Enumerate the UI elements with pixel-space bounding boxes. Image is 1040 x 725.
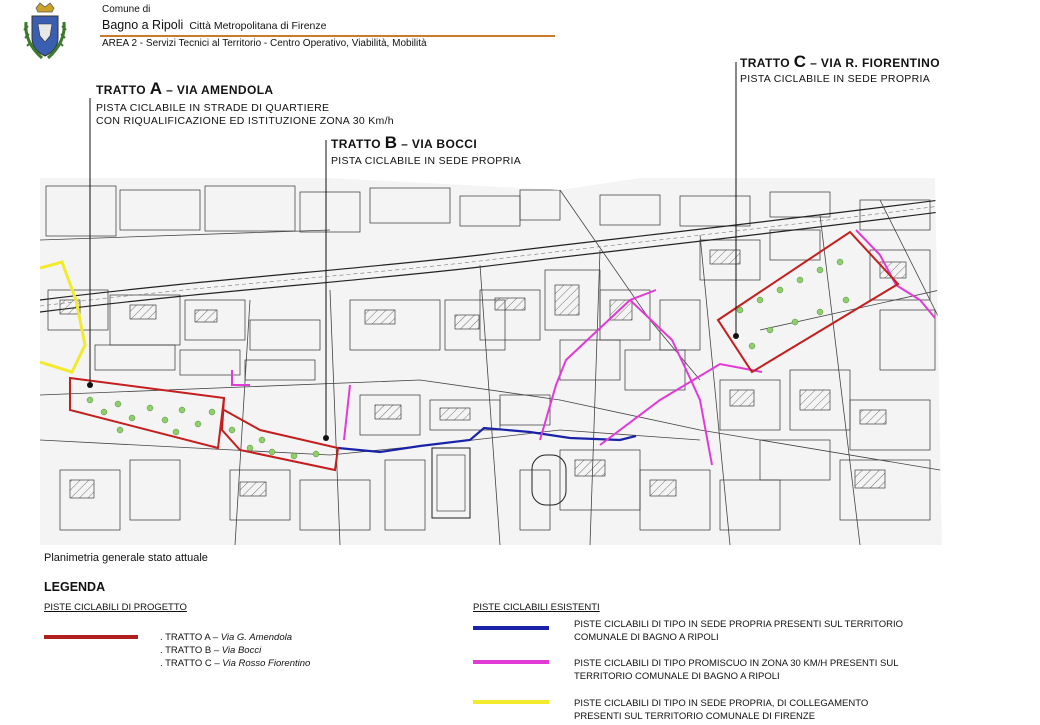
area-line: AREA 2 - Servizi Tecnici al Territorio - Centro Operativo, Viabilità, Mobilità — [102, 38, 427, 49]
map-caption: Planimetria generale stato attuale — [44, 552, 208, 564]
legend-item-tratto-a-label: . TRATTO A – — [160, 632, 221, 643]
legend-item-magenta-line-1: PISTE CICLABILI DI TIPO PROMISCUO IN ZONA 30 KM/H PRESENTI SUL — [574, 658, 899, 669]
tratto-b-desc-1: PISTA CICLABILE IN SEDE PROPRIA — [331, 155, 521, 167]
tratto-c-letter: C — [793, 52, 807, 71]
comune-subtitle: Città Metropolitana di Firenze — [189, 20, 327, 32]
legend-item-tratto-c-street: Via Rosso Fiorentino — [222, 658, 311, 669]
legend-swatch-blue — [473, 626, 549, 630]
legend-swatch-progetto — [44, 635, 138, 639]
tratto-a-desc-1: PISTA CICLABILE IN STRADE DI QUARTIERE — [96, 102, 330, 114]
tratto-b-prefix: TRATTO — [331, 137, 385, 151]
legend-item-tratto-b-label: . TRATTO B – — [160, 645, 222, 656]
legend-item-blue — [574, 618, 903, 644]
tratto-c-desc-1: PISTA CICLABILE IN SEDE PROPRIA — [740, 73, 930, 85]
legend-item-magenta-line-2: TERRITORIO COMUNALE DI BAGNO A RIPOLI — [574, 671, 780, 682]
tratto-b-street: – VIA BOCCI — [397, 137, 478, 151]
legend-swatch-magenta — [473, 660, 549, 664]
legend-item-tratto-a-street: Via G. Amendola — [220, 632, 293, 643]
comune-di-label: Comune di — [102, 4, 151, 15]
tratto-a-prefix: TRATTO — [96, 83, 150, 97]
legend-item-yellow-line-1: PISTE CICLABILI DI TIPO IN SEDE PROPRIA, DI COLLEGAMENTO — [574, 698, 869, 709]
tratto-a-desc-2: CON RIQUALIFICAZIONE ED ISTITUZIONE ZONA 30 Km/h — [96, 115, 394, 127]
legend-item-tratto-b — [160, 644, 261, 657]
legend-progetto-heading: PISTE CICLABILI DI PROGETTO — [44, 602, 187, 613]
tratto-a-street: – VIA AMENDOLA — [162, 83, 274, 97]
tratto-b-letter: B — [384, 133, 398, 152]
legend-item-blue-line-1: PISTE CICLABILI DI TIPO IN SEDE PROPRIA PRESENTI SUL TERRITORIO — [574, 619, 904, 630]
legend-item-tratto-c — [160, 657, 310, 670]
tratto-a-letter: A — [149, 79, 163, 98]
legend-esistenti-heading: PISTE CICLABILI ESISTENTI — [473, 602, 600, 613]
legend-title: LEGENDA — [44, 580, 106, 594]
map-base — [40, 178, 945, 548]
legend-swatch-yellow — [473, 700, 549, 704]
legend-item-tratto-c-label: . TRATTO C – — [160, 658, 223, 669]
legend-item-yellow-line-2: PRESENTI SUL TERRITORIO COMUNALE DI FIRENZE — [574, 711, 816, 722]
tratto-c-prefix: TRATTO — [740, 56, 794, 70]
legend-item-yellow — [574, 697, 868, 723]
legend-item-tratto-b-street: Via Bocci — [221, 645, 262, 656]
comune-name-text: Bagno a Ripoli — [102, 18, 184, 32]
tratto-c-street: – VIA R. FIORENTINO — [806, 56, 940, 70]
legend-item-tratto-a — [160, 631, 292, 644]
legend-item-magenta — [574, 657, 898, 683]
legend-item-blue-line-2: COMUNALE DI BAGNO A RIPOLI — [574, 632, 719, 643]
